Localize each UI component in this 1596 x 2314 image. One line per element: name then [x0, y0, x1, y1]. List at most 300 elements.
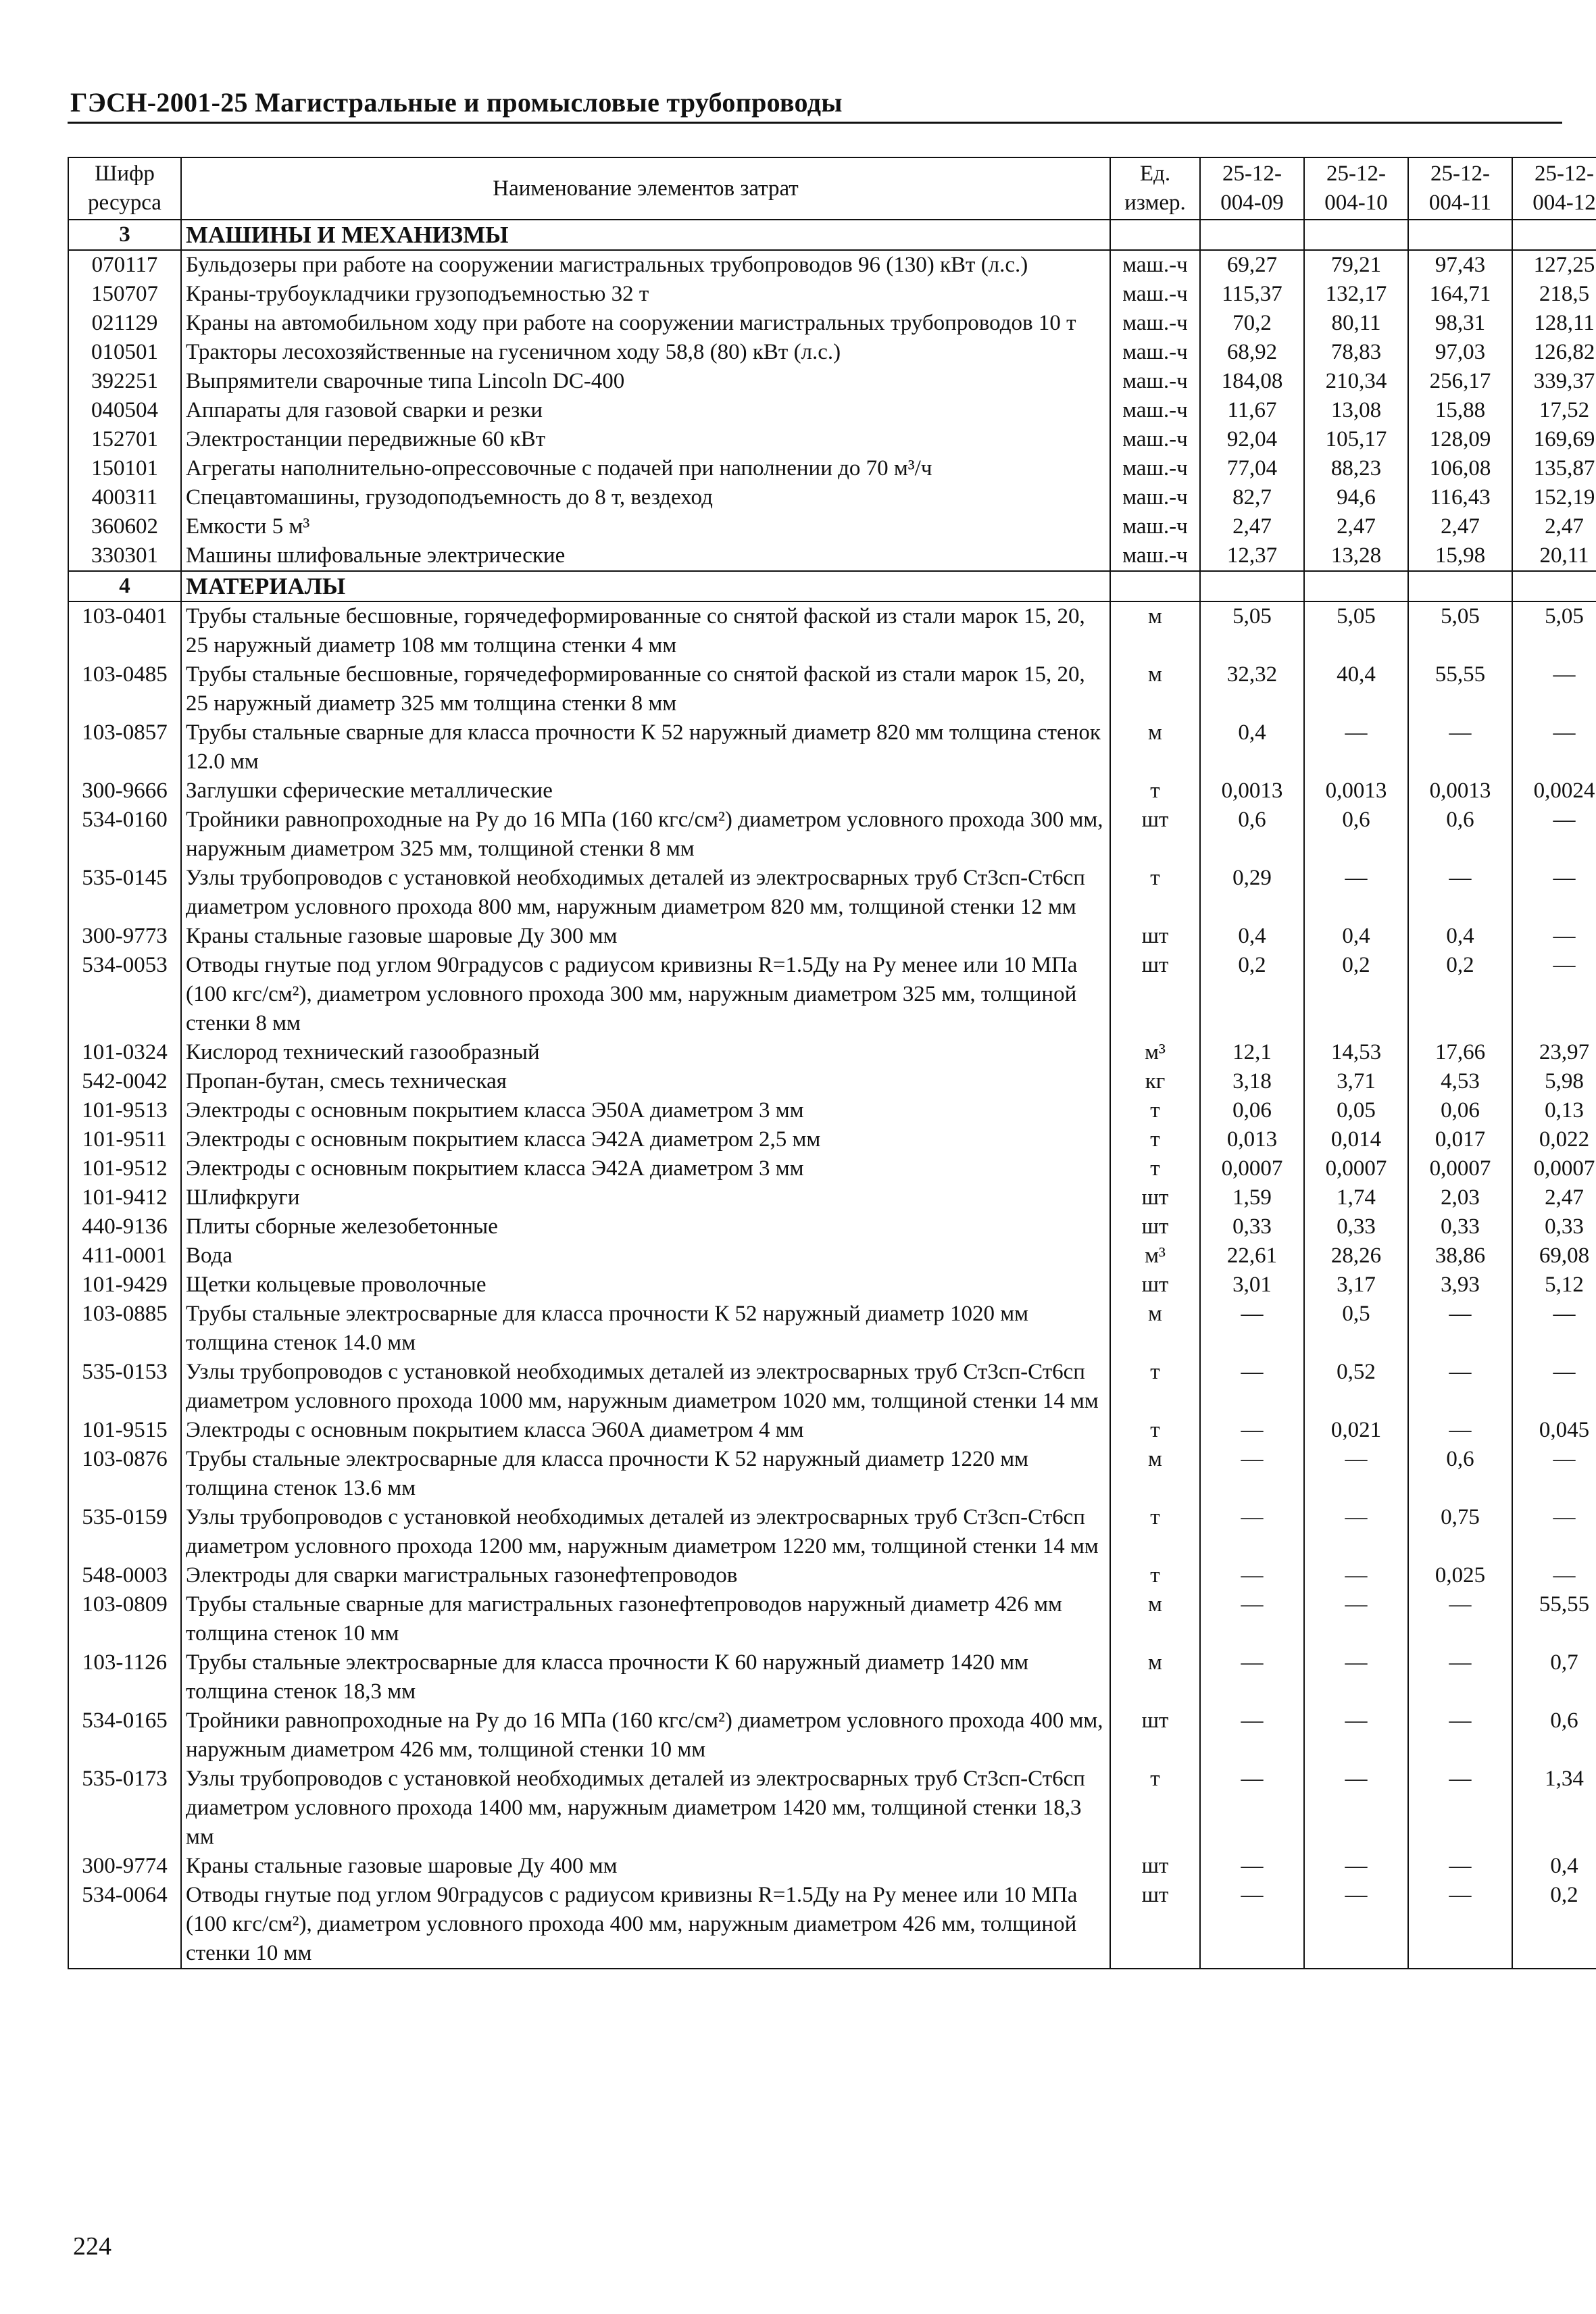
resource-code: 103-0857 — [68, 718, 181, 777]
resource-name: Аппараты для газовой сварки и резки — [181, 396, 1110, 425]
norm-value: 0,025 — [1408, 1561, 1512, 1590]
norm-value: 1,59 — [1200, 1183, 1304, 1212]
norm-value: 0,4 — [1304, 922, 1408, 951]
norm-value: 0,0007 — [1200, 1154, 1304, 1183]
resource-name: Агрегаты наполнительно-опрессовочные с подачей при наполнении до 70 м³/ч — [181, 454, 1110, 483]
resource-name: Бульдозеры при работе на сооружении магистральных трубопроводов 96 (130) кВт (л.с.) — [181, 250, 1110, 280]
norm-value: 5,12 — [1512, 1271, 1596, 1300]
norm-value: — — [1512, 1300, 1596, 1358]
resource-unit: м³ — [1110, 1038, 1200, 1067]
resource-unit: м — [1110, 1445, 1200, 1503]
norm-value: 0,2 — [1408, 951, 1512, 1038]
table-header — [68, 157, 1596, 220]
norm-value: 0,2 — [1512, 1881, 1596, 1969]
resource-code: 300-9773 — [68, 922, 181, 951]
resource-name: Емкости 5 м³ — [181, 512, 1110, 541]
norm-value: 22,61 — [1200, 1241, 1304, 1271]
norm-value: — — [1200, 1852, 1304, 1881]
norm-value: 0,6 — [1512, 1706, 1596, 1765]
section-title: МАТЕРИАЛЫ — [181, 571, 1110, 601]
table-row — [68, 1241, 1596, 1271]
norm-value: 0,33 — [1304, 1212, 1408, 1241]
resource-unit: т — [1110, 1096, 1200, 1125]
resource-unit: маш.-ч — [1110, 454, 1200, 483]
resource-code: 535-0145 — [68, 864, 181, 922]
resource-name: Трубы стальные сварные для магистральных газонефтепроводов наружный диаметр 426 мм толщина стенок 10 мм — [181, 1590, 1110, 1648]
resource-code: 103-0885 — [68, 1300, 181, 1358]
norm-value: — — [1304, 1445, 1408, 1503]
norm-value: 3,01 — [1200, 1271, 1304, 1300]
resource-code: 535-0173 — [68, 1765, 181, 1852]
table-row — [68, 396, 1596, 425]
table-row — [68, 512, 1596, 541]
resource-unit: шт — [1110, 1212, 1200, 1241]
norm-value: — — [1200, 1445, 1304, 1503]
norm-value: 17,52 — [1512, 396, 1596, 425]
resource-code: 103-0876 — [68, 1445, 181, 1503]
resource-name: Спецавтомашины, грузодоподъемность до 8 т, вездеход — [181, 483, 1110, 512]
resource-code: 300-9774 — [68, 1852, 181, 1881]
resource-name: Узлы трубопроводов с установкой необходимых деталей из электросварных труб Ст3сп-Ст6сп диаметром условного прохода 1400 мм, наружным диаметром 1420 мм, толщиной стенки 18,3 мм — [181, 1765, 1110, 1852]
resource-code: 411-0001 — [68, 1241, 181, 1271]
norm-value: — — [1304, 718, 1408, 777]
resource-unit: шт — [1110, 1852, 1200, 1881]
resource-code: 040504 — [68, 396, 181, 425]
resource-name: Узлы трубопроводов с установкой необходимых деталей из электросварных труб Ст3сп-Ст6сп диаметром условного прохода 1000 мм, наружным диаметром 1020 мм, толщиной стенки 14 мм — [181, 1358, 1110, 1416]
resource-name: Отводы гнутые под углом 90градусов с радиусом кривизны R=1.5Ду на Ру менее или 10 МПа (100 кгс/см²), диаметром условного прохода 400 мм, наружным диаметром 426 мм, толщиной стенки 10 мм — [181, 1881, 1110, 1969]
resource-unit: м — [1110, 1300, 1200, 1358]
norm-value: — — [1200, 1881, 1304, 1969]
table-row — [68, 1067, 1596, 1096]
norm-value: 0,4 — [1200, 718, 1304, 777]
norm-value: 0,0024 — [1512, 777, 1596, 806]
norm-value: — — [1512, 806, 1596, 864]
norm-value: 0,29 — [1200, 864, 1304, 922]
col-header-v1: 25-12-004-09 — [1200, 157, 1304, 220]
table-row — [68, 777, 1596, 806]
norm-value: 14,53 — [1304, 1038, 1408, 1067]
table-row — [68, 1503, 1596, 1561]
resource-name: Отводы гнутые под углом 90градусов с радиусом кривизны R=1.5Ду на Ру менее или 10 МПа (100 кгс/см²), диаметром условного прохода 300 мм, наружным диаметром 325 мм, толщиной стенки 8 мм — [181, 951, 1110, 1038]
resource-name: Трубы стальные сварные для класса прочности К 52 наружный диаметр 820 мм толщина стенок 12.0 мм — [181, 718, 1110, 777]
col-header-name: Наименование элементов затрат — [181, 157, 1110, 220]
norm-value: — — [1304, 1503, 1408, 1561]
resource-code: 152701 — [68, 425, 181, 454]
norm-value: — — [1200, 1503, 1304, 1561]
resource-unit: маш.-ч — [1110, 280, 1200, 309]
norm-value: — — [1408, 1300, 1512, 1358]
norm-value: 5,05 — [1304, 601, 1408, 660]
norm-value: 0,045 — [1512, 1416, 1596, 1445]
norm-value: 0,7 — [1512, 1648, 1596, 1706]
resource-unit: т — [1110, 777, 1200, 806]
norm-value: — — [1408, 1416, 1512, 1445]
norm-value: 164,71 — [1408, 280, 1512, 309]
resource-code: 103-1126 — [68, 1648, 181, 1706]
resource-unit: м — [1110, 660, 1200, 718]
resource-name: Узлы трубопроводов с установкой необходимых деталей из электросварных труб Ст3сп-Ст6сп диаметром условного прохода 800 мм, наружным диаметром 820 мм, толщиной стенки 12 мм — [181, 864, 1110, 922]
norm-value: 128,11 — [1512, 309, 1596, 338]
resource-code: 101-9513 — [68, 1096, 181, 1125]
norm-value: 0,0013 — [1408, 777, 1512, 806]
norm-value: 2,47 — [1304, 512, 1408, 541]
resource-name: Краны стальные газовые шаровые Ду 400 мм — [181, 1852, 1110, 1881]
resource-unit: маш.-ч — [1110, 425, 1200, 454]
norm-value: 2,47 — [1512, 512, 1596, 541]
norm-value: 184,08 — [1200, 367, 1304, 396]
norm-value: 0,014 — [1304, 1125, 1408, 1154]
norm-value: 12,37 — [1200, 541, 1304, 571]
resource-unit: т — [1110, 1125, 1200, 1154]
norm-value: 127,25 — [1512, 250, 1596, 280]
norm-value: 77,04 — [1200, 454, 1304, 483]
norm-value: 0,5 — [1304, 1300, 1408, 1358]
table-row — [68, 280, 1596, 309]
resource-name: Трубы стальные электросварные для класса прочности К 52 наружный диаметр 1020 мм толщина стенок 14.0 мм — [181, 1300, 1110, 1358]
resource-name: Щетки кольцевые проволочные — [181, 1271, 1110, 1300]
norm-value: — — [1512, 1445, 1596, 1503]
resource-code: 535-0153 — [68, 1358, 181, 1416]
norm-value: 28,26 — [1304, 1241, 1408, 1271]
resource-table — [68, 157, 1596, 1969]
resource-unit: кг — [1110, 1067, 1200, 1096]
norm-value: — — [1408, 1648, 1512, 1706]
norm-value: — — [1408, 1590, 1512, 1648]
norm-value: 1,34 — [1512, 1765, 1596, 1852]
resource-code: 400311 — [68, 483, 181, 512]
table-row — [68, 951, 1596, 1038]
norm-value: 0,05 — [1304, 1096, 1408, 1125]
empty-cell — [1512, 220, 1596, 250]
table-row — [68, 1561, 1596, 1590]
norm-value: 135,87 — [1512, 454, 1596, 483]
norm-value: — — [1200, 1590, 1304, 1648]
resource-unit: т — [1110, 1154, 1200, 1183]
resource-name: Трубы стальные бесшовные, горячедеформированные со снятой фаской из стали марок 15, 20, 25 наружный диаметр 108 мм толщина стенки 4 мм — [181, 601, 1110, 660]
norm-value: — — [1304, 1590, 1408, 1648]
resource-code: 392251 — [68, 367, 181, 396]
resource-unit: т — [1110, 1503, 1200, 1561]
resource-name: Тройники равнопроходные на Ру до 16 МПа (160 кгс/см²) диаметром условного прохода 300 мм, наружным диаметром 325 мм, толщиной стенки 8 мм — [181, 806, 1110, 864]
norm-value: 13,08 — [1304, 396, 1408, 425]
empty-cell — [1408, 571, 1512, 601]
norm-value: 169,69 — [1512, 425, 1596, 454]
col-header-v4: 25-12-004-12 — [1512, 157, 1596, 220]
norm-value: 0,33 — [1408, 1212, 1512, 1241]
resource-unit: т — [1110, 1358, 1200, 1416]
norm-value: 69,08 — [1512, 1241, 1596, 1271]
norm-value: 0,013 — [1200, 1125, 1304, 1154]
resource-code: 440-9136 — [68, 1212, 181, 1241]
norm-value: 32,32 — [1200, 660, 1304, 718]
norm-value: — — [1408, 1706, 1512, 1765]
norm-value: — — [1304, 1706, 1408, 1765]
norm-value: — — [1200, 1765, 1304, 1852]
table-row — [68, 1183, 1596, 1212]
norm-value: — — [1304, 1765, 1408, 1852]
resource-code: 535-0159 — [68, 1503, 181, 1561]
norm-value: 218,5 — [1512, 280, 1596, 309]
norm-value: 5,05 — [1408, 601, 1512, 660]
norm-value: 88,23 — [1304, 454, 1408, 483]
resource-unit: шт — [1110, 806, 1200, 864]
norm-value: 115,37 — [1200, 280, 1304, 309]
resource-code: 534-0053 — [68, 951, 181, 1038]
norm-value: 0,33 — [1512, 1212, 1596, 1241]
norm-value: 126,82 — [1512, 338, 1596, 367]
resource-unit: шт — [1110, 1881, 1200, 1969]
norm-value: — — [1408, 1881, 1512, 1969]
resource-unit: шт — [1110, 922, 1200, 951]
norm-value: 94,6 — [1304, 483, 1408, 512]
resource-code: 101-0324 — [68, 1038, 181, 1067]
norm-value: 3,18 — [1200, 1067, 1304, 1096]
norm-value: 78,83 — [1304, 338, 1408, 367]
norm-value: 3,71 — [1304, 1067, 1408, 1096]
resource-unit: маш.-ч — [1110, 250, 1200, 280]
norm-value: 0,06 — [1200, 1096, 1304, 1125]
resource-code: 534-0160 — [68, 806, 181, 864]
norm-value: 55,55 — [1512, 1590, 1596, 1648]
resource-name: Трубы стальные электросварные для класса прочности К 60 наружный диаметр 1420 мм толщина стенок 18,3 мм — [181, 1648, 1110, 1706]
table-row — [68, 806, 1596, 864]
table-row — [68, 1590, 1596, 1648]
resource-unit: м — [1110, 1590, 1200, 1648]
table-row — [68, 922, 1596, 951]
norm-value: 339,37 — [1512, 367, 1596, 396]
empty-cell — [1200, 220, 1304, 250]
norm-value: — — [1304, 1561, 1408, 1590]
table-row — [68, 601, 1596, 660]
header-row — [68, 157, 1596, 220]
table-row — [68, 1125, 1596, 1154]
empty-cell — [1110, 220, 1200, 250]
resource-name: Тракторы лесохозяйственные на гусеничном ходу 58,8 (80) кВт (л.с.) — [181, 338, 1110, 367]
norm-value: 5,98 — [1512, 1067, 1596, 1096]
norm-value: — — [1512, 951, 1596, 1038]
resource-name: Электроды с основным покрытием класса Э42А диаметром 2,5 мм — [181, 1125, 1110, 1154]
norm-value: 0,4 — [1408, 922, 1512, 951]
table-row — [68, 250, 1596, 280]
table-row — [68, 1881, 1596, 1969]
table-row — [68, 483, 1596, 512]
norm-value: — — [1408, 1358, 1512, 1416]
table-row — [68, 1271, 1596, 1300]
norm-value: 128,09 — [1408, 425, 1512, 454]
resource-unit: т — [1110, 1416, 1200, 1445]
resource-unit: маш.-ч — [1110, 309, 1200, 338]
norm-value: 0,6 — [1304, 806, 1408, 864]
resource-name: Электростанции передвижные 60 кВт — [181, 425, 1110, 454]
norm-value: 0,2 — [1200, 951, 1304, 1038]
norm-value: 0,0013 — [1200, 777, 1304, 806]
resource-unit: маш.-ч — [1110, 338, 1200, 367]
norm-value: 105,17 — [1304, 425, 1408, 454]
empty-cell — [1304, 571, 1408, 601]
page-number: 224 — [73, 2232, 111, 2261]
norm-value: 79,21 — [1304, 250, 1408, 280]
resource-name: Тройники равнопроходные на Ру до 16 МПа (160 кгс/см²) диаметром условного прохода 400 мм, наружным диаметром 426 мм, толщиной стенки 10 мм — [181, 1706, 1110, 1765]
norm-value: 256,17 — [1408, 367, 1512, 396]
table-row — [68, 1096, 1596, 1125]
resource-name: Машины шлифовальные электрические — [181, 541, 1110, 571]
resource-unit: маш.-ч — [1110, 541, 1200, 571]
resource-unit: шт — [1110, 1706, 1200, 1765]
table-row — [68, 1212, 1596, 1241]
empty-cell — [1408, 220, 1512, 250]
resource-unit: шт — [1110, 951, 1200, 1038]
table-row — [68, 864, 1596, 922]
resource-table-container — [68, 157, 1596, 1969]
resource-name: Выпрямители сварочные типа Lincoln DC-400 — [181, 367, 1110, 396]
resource-name: Шлифкруги — [181, 1183, 1110, 1212]
norm-value: 0,2 — [1304, 951, 1408, 1038]
resource-unit: шт — [1110, 1271, 1200, 1300]
table-row — [68, 1416, 1596, 1445]
norm-value: 0,4 — [1200, 922, 1304, 951]
resource-code: 101-9512 — [68, 1154, 181, 1183]
norm-value: — — [1408, 864, 1512, 922]
norm-value: — — [1200, 1358, 1304, 1416]
norm-value: — — [1512, 660, 1596, 718]
norm-value: 152,19 — [1512, 483, 1596, 512]
resource-unit: маш.-ч — [1110, 483, 1200, 512]
norm-value: 116,43 — [1408, 483, 1512, 512]
page-header: ГЭСН-2001-25 Магистральные и промысловые трубопроводы — [70, 87, 843, 118]
resource-code: 150707 — [68, 280, 181, 309]
resource-code: 542-0042 — [68, 1067, 181, 1096]
resource-code: 101-9515 — [68, 1416, 181, 1445]
table-body — [68, 220, 1596, 1969]
col-header-unit: Ед. измер. — [1110, 157, 1200, 220]
norm-value: 0,6 — [1408, 1445, 1512, 1503]
norm-value: — — [1304, 1852, 1408, 1881]
resource-code: 021129 — [68, 309, 181, 338]
table-row — [68, 1038, 1596, 1067]
norm-value: 3,93 — [1408, 1271, 1512, 1300]
norm-value: 5,05 — [1200, 601, 1304, 660]
resource-code: 300-9666 — [68, 777, 181, 806]
section-row — [68, 220, 1596, 250]
norm-value: 0,6 — [1408, 806, 1512, 864]
resource-code: 010501 — [68, 338, 181, 367]
table-row — [68, 1765, 1596, 1852]
resource-name: Краны на автомобильном ходу при работе на сооружении магистральных трубопроводов 10 т — [181, 309, 1110, 338]
norm-value: 12,1 — [1200, 1038, 1304, 1067]
table-row — [68, 1154, 1596, 1183]
table-row — [68, 1852, 1596, 1881]
resource-code: 330301 — [68, 541, 181, 571]
table-row — [68, 660, 1596, 718]
norm-value: 82,7 — [1200, 483, 1304, 512]
col-header-v3: 25-12-004-11 — [1408, 157, 1512, 220]
section-number: 4 — [68, 571, 181, 601]
resource-unit: шт — [1110, 1183, 1200, 1212]
norm-value: 0,021 — [1304, 1416, 1408, 1445]
norm-value: 0,06 — [1408, 1096, 1512, 1125]
norm-value: — — [1408, 718, 1512, 777]
section-title: МАШИНЫ И МЕХАНИЗМЫ — [181, 220, 1110, 250]
norm-value: 0,0007 — [1512, 1154, 1596, 1183]
norm-value: 40,4 — [1304, 660, 1408, 718]
norm-value: 2,47 — [1200, 512, 1304, 541]
norm-value: — — [1408, 1765, 1512, 1852]
resource-name: Краны-трубоукладчики грузоподъемностью 32 т — [181, 280, 1110, 309]
resource-name: Пропан-бутан, смесь техническая — [181, 1067, 1110, 1096]
norm-value: — — [1512, 1561, 1596, 1590]
norm-value: 0,017 — [1408, 1125, 1512, 1154]
resource-unit: м — [1110, 718, 1200, 777]
norm-value: 13,28 — [1304, 541, 1408, 571]
norm-value: 1,74 — [1304, 1183, 1408, 1212]
resource-code: 101-9511 — [68, 1125, 181, 1154]
norm-value: — — [1200, 1300, 1304, 1358]
norm-value: — — [1512, 718, 1596, 777]
norm-value: — — [1304, 864, 1408, 922]
resource-unit: м — [1110, 1648, 1200, 1706]
norm-value: 11,67 — [1200, 396, 1304, 425]
norm-value: 70,2 — [1200, 309, 1304, 338]
header-rule — [68, 122, 1562, 124]
resource-unit: маш.-ч — [1110, 367, 1200, 396]
norm-value: 210,34 — [1304, 367, 1408, 396]
norm-value: — — [1512, 922, 1596, 951]
norm-value: 20,11 — [1512, 541, 1596, 571]
norm-value: 2,03 — [1408, 1183, 1512, 1212]
resource-unit: м — [1110, 601, 1200, 660]
resource-name: Краны стальные газовые шаровые Ду 300 мм — [181, 922, 1110, 951]
norm-value: 0,75 — [1408, 1503, 1512, 1561]
table-row — [68, 1300, 1596, 1358]
table-row — [68, 718, 1596, 777]
norm-value: 15,88 — [1408, 396, 1512, 425]
norm-value: 38,86 — [1408, 1241, 1512, 1271]
norm-value: 23,97 — [1512, 1038, 1596, 1067]
norm-value: 0,52 — [1304, 1358, 1408, 1416]
resource-name: Трубы стальные электросварные для класса прочности К 52 наружный диаметр 1220 мм толщина стенок 13.6 мм — [181, 1445, 1110, 1503]
norm-value: 0,0007 — [1304, 1154, 1408, 1183]
section-number: 3 — [68, 220, 181, 250]
resource-name: Электроды с основным покрытием класса Э50А диаметром 3 мм — [181, 1096, 1110, 1125]
resource-code: 103-0809 — [68, 1590, 181, 1648]
norm-value: 0,022 — [1512, 1125, 1596, 1154]
resource-name: Заглушки сферические металлические — [181, 777, 1110, 806]
norm-value: 2,47 — [1408, 512, 1512, 541]
table-row — [68, 454, 1596, 483]
resource-code: 101-9412 — [68, 1183, 181, 1212]
resource-unit: маш.-ч — [1110, 512, 1200, 541]
norm-value: 97,43 — [1408, 250, 1512, 280]
empty-cell — [1304, 220, 1408, 250]
resource-name: Электроды с основным покрытием класса Э42А диаметром 3 мм — [181, 1154, 1110, 1183]
norm-value: 17,66 — [1408, 1038, 1512, 1067]
resource-code: 103-0401 — [68, 601, 181, 660]
table-row — [68, 338, 1596, 367]
table-row — [68, 1445, 1596, 1503]
resource-code: 150101 — [68, 454, 181, 483]
norm-value: — — [1408, 1852, 1512, 1881]
norm-value: 80,11 — [1304, 309, 1408, 338]
empty-cell — [1200, 571, 1304, 601]
table-row — [68, 1358, 1596, 1416]
norm-value: 2,47 — [1512, 1183, 1596, 1212]
norm-value: 132,17 — [1304, 280, 1408, 309]
resource-code: 534-0064 — [68, 1881, 181, 1969]
resource-code: 534-0165 — [68, 1706, 181, 1765]
resource-unit: маш.-ч — [1110, 396, 1200, 425]
norm-value: 0,6 — [1200, 806, 1304, 864]
resource-unit: т — [1110, 1765, 1200, 1852]
